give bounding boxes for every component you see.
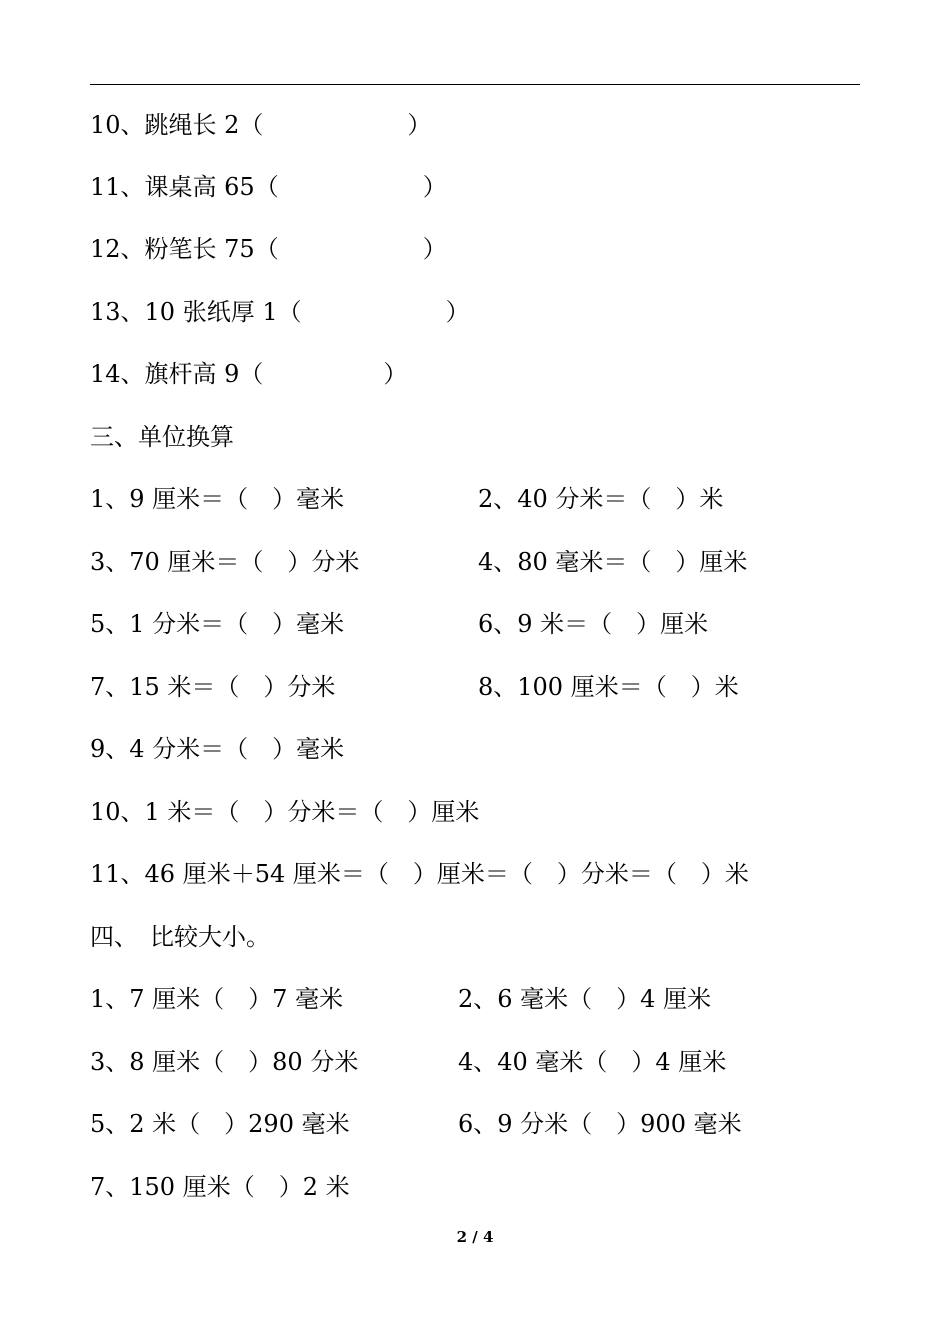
compare-2: 2、6 毫米（ ）4 厘米: [458, 985, 712, 1013]
section-3-title: 三、单位换算: [90, 423, 234, 451]
conversion-3: 3、70 厘米＝（ ）分米: [90, 548, 360, 576]
question-10: 10、跳绳长 2（ ）: [90, 111, 432, 139]
compare-4: 4、40 毫米（ ）4 厘米: [458, 1048, 727, 1076]
conversion-4: 4、80 毫米＝（ ）厘米: [478, 548, 748, 576]
page-number: 2 / 4: [456, 1228, 494, 1246]
conversion-5: 5、1 分米＝（ ）毫米: [90, 610, 345, 638]
header-rule: [90, 84, 860, 85]
conversion-6: 6、9 米＝（ ）厘米: [478, 610, 709, 638]
compare-7: 7、150 厘米（ ）2 米: [90, 1173, 350, 1201]
conversion-11: 11、46 厘米＋54 厘米＝（ ）厘米＝（ ）分米＝（ ）米: [90, 860, 749, 888]
conversion-9: 9、4 分米＝（ ）毫米: [90, 735, 345, 763]
compare-5: 5、2 米（ ）290 毫米: [90, 1110, 350, 1138]
question-14: 14、旗杆高 9（ ）: [90, 360, 408, 388]
conversion-2: 2、40 分米＝（ ）米: [478, 485, 724, 513]
conversion-1: 1、9 厘米＝（ ）毫米: [90, 485, 345, 513]
section-4-title: 四、 比较大小。: [90, 923, 270, 951]
conversion-8: 8、100 厘米＝（ ）米: [478, 673, 739, 701]
conversion-10: 10、1 米＝（ ）分米＝（ ）厘米: [90, 798, 480, 826]
compare-6: 6、9 分米（ ）900 毫米: [458, 1110, 742, 1138]
compare-1: 1、7 厘米（ ）7 毫米: [90, 985, 344, 1013]
conversion-7: 7、15 米＝（ ）分米: [90, 673, 336, 701]
question-13: 13、10 张纸厚 1（ ）: [90, 298, 470, 326]
question-11: 11、课桌高 65（ ）: [90, 173, 447, 201]
question-12: 12、粉笔长 75（ ）: [90, 235, 447, 263]
compare-3: 3、8 厘米（ ）80 分米: [90, 1048, 359, 1076]
